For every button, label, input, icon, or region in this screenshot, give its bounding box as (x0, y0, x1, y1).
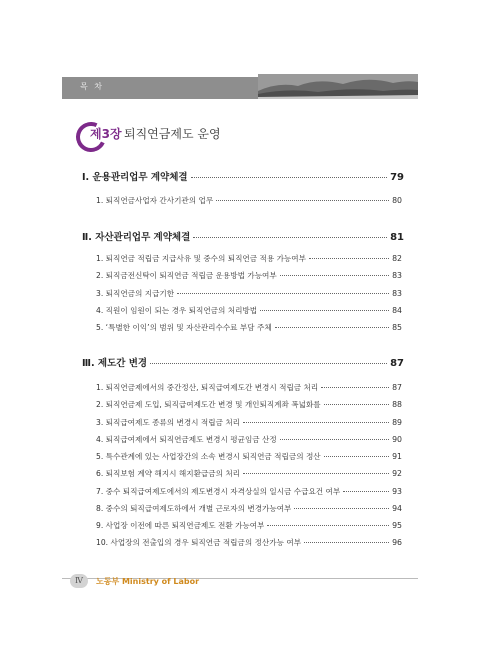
item-text: 5. 특수관계에 있는 사업장간의 소속 변경시 퇴직연금 적립금의 정산 (96, 452, 321, 461)
toc-item[interactable] (96, 486, 402, 497)
section-page: 87 (390, 358, 404, 369)
chapter-title: 퇴직연금제도 운영 (124, 127, 221, 141)
item-page: 93 (392, 487, 402, 496)
item-text: 7. 중수 퇴직급여제도에서의 제도변경시 자격상실의 일시금 수급요건 여부 (96, 487, 341, 496)
item-page: 80 (392, 196, 402, 205)
dot-leader (294, 508, 389, 509)
dot-leader (216, 200, 389, 201)
dot-leader (309, 258, 389, 259)
toc-item[interactable] (96, 270, 402, 281)
footer-ministry-logo: 노동부 Ministry of Labor (96, 577, 200, 586)
toc-item[interactable] (96, 520, 402, 531)
item-page: 88 (392, 400, 402, 409)
item-text: 4. 퇴직급여제에서 퇴직연금제도 변경시 평균임금 산정 (96, 435, 277, 444)
toc-item[interactable] (96, 305, 402, 316)
dot-leader (275, 327, 389, 328)
item-page: 94 (392, 504, 402, 513)
item-page: 84 (392, 306, 402, 315)
toc-item[interactable] (96, 468, 402, 479)
landscape-banner-image (258, 74, 418, 99)
toc-item[interactable] (96, 503, 402, 514)
item-text: 3. 퇴직급여제도 종류의 변경시 적립금 처리 (96, 418, 241, 427)
dot-leader (243, 473, 389, 474)
chapter-tag: 제3장 (90, 127, 122, 141)
item-page: 85 (392, 323, 402, 332)
item-page: 83 (392, 289, 402, 298)
toc-item[interactable] (96, 253, 402, 264)
toc-item[interactable] (96, 288, 402, 299)
item-text: 4. 직원이 임원이 되는 경우 퇴직연금의 처리방법 (96, 306, 258, 315)
dot-leader (193, 237, 387, 238)
section-page: 79 (390, 172, 404, 183)
dot-leader (267, 525, 389, 526)
section-title: 제도간 변경 (97, 358, 148, 369)
dot-leader (243, 422, 389, 423)
dot-leader (324, 404, 389, 405)
section-title: 운용관리업무 계약체결 (92, 172, 188, 183)
item-text: 8. 중수의 퇴직급여제도하에서 개별 근로자의 변경가능여부 (96, 504, 292, 513)
item-page: 82 (392, 254, 402, 263)
item-text: 3. 퇴직연금의 지급기한 (96, 289, 175, 298)
item-text: 9. 사업장 이전에 따른 퇴직연금제도 전환 가능여부 (96, 521, 265, 530)
item-text: 2. 퇴직금전신탁이 퇴직연금 적립금 운용방법 가능여부 (96, 271, 277, 280)
item-page: 95 (392, 521, 402, 530)
dot-leader (280, 275, 389, 276)
item-page: 87 (392, 383, 402, 392)
section-roman: Ⅰ. (82, 172, 90, 183)
item-text: 6. 퇴직보험 계약 해지시 해지환급금의 처리 (96, 469, 241, 478)
section-roman: Ⅲ. (82, 358, 95, 369)
item-text: 1. 퇴직연금제에서의 중간정산, 퇴직급여제도간 변경시 적립금 처리 (96, 383, 319, 392)
toc-item[interactable] (96, 322, 402, 333)
section-page: 81 (390, 232, 404, 243)
item-text: 2. 퇴직연금제 도입, 퇴직급여제도간 변경 및 개인퇴직계좌 폭넓화를 (96, 400, 321, 409)
toc-item[interactable] (96, 451, 402, 462)
toc-section-3[interactable] (82, 355, 404, 369)
dot-leader (191, 177, 388, 178)
dot-leader (321, 387, 389, 388)
item-page: 90 (392, 435, 402, 444)
toc-item[interactable] (96, 417, 402, 428)
dot-leader (280, 439, 389, 440)
toc-item[interactable] (96, 195, 402, 206)
dot-leader (304, 542, 389, 543)
dot-leader (260, 310, 389, 311)
toc-section-2[interactable] (82, 229, 404, 243)
item-text: 10. 사업장의 전출입의 경우 퇴직연금 적립금의 정산가능 여부 (96, 538, 302, 547)
item-page: 83 (392, 271, 402, 280)
dot-leader (177, 293, 389, 294)
dot-leader (150, 363, 387, 364)
toc-item[interactable] (96, 537, 402, 548)
footer-page-number: Ⅳ (70, 574, 88, 588)
dot-leader (343, 491, 389, 492)
item-page: 92 (392, 469, 402, 478)
item-text: 5. ‘특별한 이익’의 범위 및 자산관리수수료 부담 주체 (96, 323, 272, 332)
item-page: 91 (392, 452, 402, 461)
item-text: 1. 퇴직연금 적립금 지급사유 및 중수의 퇴직연금 적용 가능여부 (96, 254, 306, 263)
toc-item[interactable] (96, 382, 402, 393)
item-text: 1. 퇴직연금사업자 간사기관의 업무 (96, 196, 214, 205)
toc-item[interactable] (96, 399, 402, 410)
dot-leader (324, 456, 389, 457)
toc-section-1[interactable] (82, 169, 404, 183)
section-title: 자산관리업무 계약체결 (95, 232, 191, 243)
toc-item[interactable] (96, 434, 402, 445)
section-roman: Ⅱ. (82, 232, 92, 243)
item-page: 89 (392, 418, 402, 427)
item-page: 96 (392, 538, 402, 547)
header-label: 목 차 (80, 82, 104, 91)
